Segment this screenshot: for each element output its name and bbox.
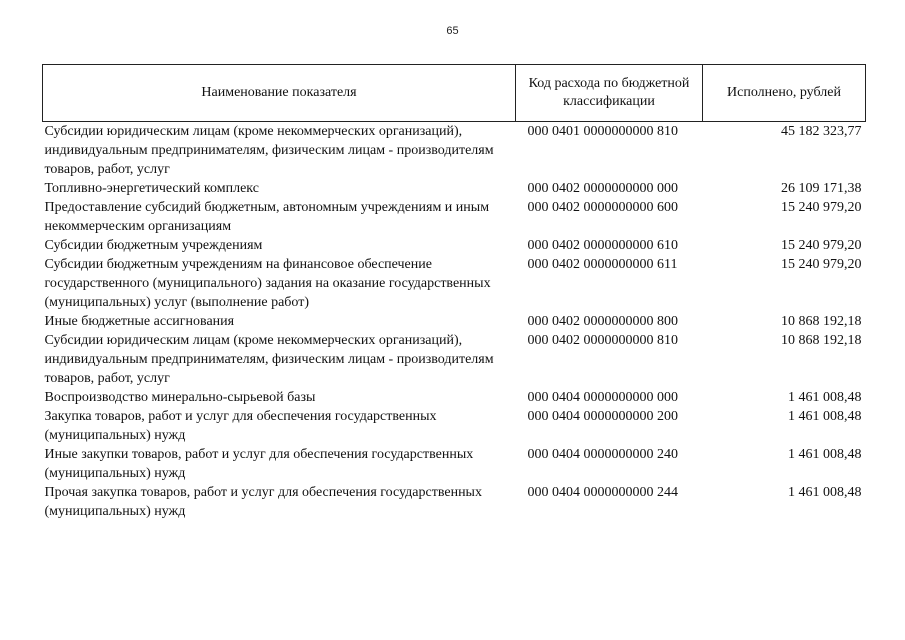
indicator-name: Субсидии бюджетным учреждениям на финансовое обеспечение государственного (муниципального) задания на оказание государственных (муниципальных) услуг (выполнение работ) [44,257,491,310]
header-indicator-name: Наименование показателя [43,65,516,122]
indicator-name: Иные бюджетные ассигнования [44,314,235,329]
expense-code: 000 0404 0000000000 200 [527,409,678,424]
table-row [43,388,866,407]
indicator-name: Прочая закупка товаров, работ и услуг для обеспечения государственных (муниципальных) нужд [44,485,482,519]
header-row [43,65,866,122]
expense-code: 000 0402 0000000000 800 [527,314,678,329]
indicator-name: Топливно-энергетический комплекс [44,181,259,196]
executed-amount: 15 240 979,20 [781,200,862,215]
executed-amount: 45 182 323,77 [781,124,862,139]
executed-amount: 1 461 008,48 [788,485,862,500]
table-row [43,236,866,255]
indicator-name: Субсидии юридическим лицам (кроме некоммерческих организаций), индивидуальным предпринимателям, физическим лицам - производителям товаров, работ, услуг [44,124,494,177]
executed-amount: 15 240 979,20 [781,238,862,253]
expense-code: 000 0401 0000000000 810 [527,124,678,139]
page-number: 65 [446,25,459,37]
table-row [43,407,866,445]
expense-code: 000 0404 0000000000 000 [527,390,678,405]
table-header [43,65,866,122]
expense-code: 000 0402 0000000000 810 [527,333,678,348]
table-body [43,122,866,522]
expense-code: 000 0402 0000000000 000 [527,181,678,196]
header-expense-code: Код расхода по бюджетной классификации [516,65,703,122]
table-row [43,445,866,483]
expense-code: 000 0402 0000000000 611 [527,257,678,272]
executed-amount: 26 109 171,38 [781,181,862,196]
expense-code: 000 0404 0000000000 240 [527,447,678,462]
executed-amount: 15 240 979,20 [781,257,862,272]
executed-amount: 10 868 192,18 [781,333,862,348]
expense-code: 000 0402 0000000000 610 [527,238,678,253]
indicator-name: Предоставление субсидий бюджетным, автономным учреждениям и иным некоммерческим организациям [44,200,490,234]
indicator-name: Субсидии юридическим лицам (кроме некоммерческих организаций), индивидуальным предпринимателям, физическим лицам - производителям товаров, работ, услуг [44,333,494,386]
expense-code: 000 0404 0000000000 244 [527,485,678,500]
indicator-name: Закупка товаров, работ и услуг для обеспечения государственных (муниципальных) нужд [44,409,437,443]
table-row [43,122,866,180]
table-row [43,179,866,198]
executed-amount: 1 461 008,48 [788,409,862,424]
expense-code: 000 0402 0000000000 600 [527,200,678,215]
budget-execution-table [42,64,866,521]
table-row [43,255,866,312]
indicator-name: Воспроизводство минерально-сырьевой базы [44,390,316,405]
header-executed-amount: Исполнено, рублей [703,65,866,122]
executed-amount: 10 868 192,18 [781,314,862,329]
table-row [43,331,866,388]
indicator-name: Иные закупки товаров, работ и услуг для обеспечения государственных (муниципальных) нужд [44,447,474,481]
indicator-name: Субсидии бюджетным учреждениям [44,238,263,253]
executed-amount: 1 461 008,48 [788,447,862,462]
table-row [43,312,866,331]
executed-amount: 1 461 008,48 [788,390,862,405]
table-row [43,483,866,521]
table-row [43,198,866,236]
